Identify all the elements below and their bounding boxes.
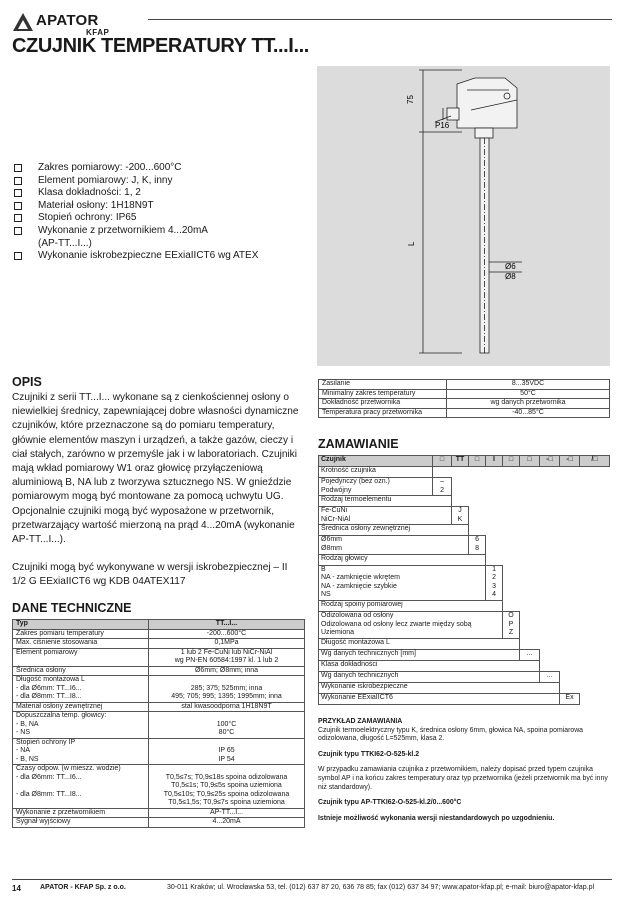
example-code-2: Czujnik typu AP-TTKI62-O-525-kl.2/0...600°C — [318, 799, 462, 807]
value-cell: T0,5≤7s; T0,9≤18s spoina odizolowana T0,5≤1s; T0,9≤5s spoina uziemiona T0,5≤10s; T0,9≤25s spoina odizolowana T0,5≤1,5s; T0,9≤7s spoina uziemiona — [149, 765, 305, 809]
table-row — [13, 765, 305, 809]
category-row — [319, 638, 610, 649]
value-cell: 100°C 80°C — [149, 712, 305, 739]
empty-cell — [433, 467, 610, 478]
code-cell: ... — [540, 671, 560, 682]
footer-company: APATOR - KFAP Sp. z o.o. — [40, 884, 126, 891]
table-row — [13, 808, 305, 818]
value-cell: 4...20mA — [149, 818, 305, 828]
param-cell: Zakres pomiaru temperatury — [13, 629, 149, 639]
empty-cell — [540, 649, 610, 660]
feature-item: Klasa dokładności: 1, 2 — [14, 187, 304, 200]
option-label-cell: Odizolowana od osłony Odizolowana od osłony lecz zwarte między sobą Uziemiona — [319, 611, 503, 638]
table-header-row — [13, 620, 305, 630]
opis-paragraph-2: Czujniki mogą być wykonywane w wersji iskrobezpiecznej – II 1/2 G EExiaIICT6 wg KDB 04ATEX117 — [12, 562, 288, 588]
code-cell: O P Z — [503, 611, 520, 638]
dim-d8-label: Ø8 — [505, 272, 516, 281]
category-row — [319, 554, 610, 565]
value-cell: 8...35VDC — [447, 380, 610, 390]
feature-item: Wykonanie iskrobezpieczne EExiaIICT6 wg ATEX — [14, 250, 304, 263]
category-label-cell: Rodzaj głowicy — [319, 554, 486, 565]
value-cell: IP 65 IP 54 — [149, 738, 305, 765]
order-example — [318, 718, 610, 830]
value-cell: TT...I... — [149, 620, 305, 630]
table-row — [13, 676, 305, 703]
table-row — [13, 712, 305, 739]
param-cell: Materiał osłony zewnętrznej — [13, 702, 149, 712]
category-row — [319, 600, 610, 611]
table-row — [13, 818, 305, 828]
option-row — [319, 478, 610, 496]
category-row — [319, 467, 610, 478]
page-number: 14 — [12, 884, 21, 893]
opis-text — [12, 391, 304, 590]
header-code-cell: -□ — [560, 456, 580, 467]
category-label-cell: Rodzaj spoiny pomiarowej — [319, 600, 503, 611]
empty-cell — [452, 496, 610, 507]
value-cell: 285; 375; 525mm; inna 495; 705; 995; 1395; 1995mm; inna — [149, 676, 305, 703]
value-cell: -40...85°C — [447, 408, 610, 418]
apator-logo — [12, 8, 142, 38]
header-code-cell: -□ — [540, 456, 560, 467]
category-label-cell: Krotność czujnika — [319, 467, 433, 478]
table-row — [13, 738, 305, 765]
option-row — [319, 536, 610, 554]
header-rule — [148, 19, 612, 20]
option-row — [319, 649, 610, 660]
example-code-1: Czujnik typu TTKI62-O-525-kl.2 — [318, 750, 420, 758]
category-label-cell: Długość montażowa L — [319, 638, 520, 649]
zamawianie-heading: ZAMAWIANIE — [318, 437, 399, 451]
empty-cell — [503, 600, 610, 611]
empty-cell — [503, 565, 610, 600]
checkbox-icon — [14, 189, 22, 197]
param-cell: Max. ciśnienie stosowania — [13, 639, 149, 649]
param-cell: Zasilanie — [319, 380, 447, 390]
checkbox-icon — [14, 202, 22, 210]
code-cell: 1 2 3 4 — [486, 565, 503, 600]
empty-cell — [486, 536, 610, 554]
value-cell: wg danych przetwornika — [447, 399, 610, 409]
param-cell: Wykonanie z przetwornikiem — [13, 808, 149, 818]
header-code-cell: /□ — [580, 456, 610, 467]
param-cell: Długość montażowa L - dla Ø6mm: TT...I6... - dla Ø8mm: TT...I8... — [13, 676, 149, 703]
example-text-1: Czujnik termoelektryczny typu K, średnica osłony 6mm, głowica NA, spoina pomiarowa odizolowana, długość L=525mm, klasa 2. — [318, 726, 584, 743]
brand-sub: KFAP — [86, 28, 110, 37]
brand-name: APATOR — [36, 12, 99, 29]
option-row — [319, 565, 610, 600]
empty-cell — [540, 660, 610, 671]
option-label-cell: B NA - zamknięcie wkrętem NA - zamknięcie szybkie NS — [319, 565, 486, 600]
example-text-2: W przypadku zamawiania czujnika z przetwornikiem, należy dopisać przed typem czujnika symbol AP i na końcu zakres temperatury oraz typ przetwornika (jeżeli przetwornik ma być inny niż standardowy). — [318, 766, 608, 791]
empty-cell — [469, 525, 610, 536]
code-cell: J K — [452, 507, 469, 525]
value-cell: AP-TT...I... — [149, 808, 305, 818]
category-label-cell: Rodzaj termoelementu — [319, 496, 452, 507]
option-label-cell: Wg danych technicznych [mm] — [319, 649, 520, 660]
opis-paragraph-1: Czujniki z serii TT...I... wykonane są z cienkościennej osłony o niewielkiej średnicy, zapewniającej dobre własności dynamiczne czujników, które przeznaczone są do pomiaru temperatury, głównie elementów maszyn i urządzeń, a także gazów, cieczy i ciał stałych, zarówno w przemyśle jak i w laboratoriach. Czujniki mają wkład pomiarowy W1 oraz głowicę przyłączeniową aluminiową B, NA lub z tworzywa sztucznego NS. W gnieździe pomiarowym mogą być montowane za pomocą uchwytu UG. Opcjonalnie czujniki mogą być wyposażone w przetwornik, przetwarzający wartość mierzoną na prąd 4...20mA (wykonanie AP-TT...I...). — [12, 392, 299, 546]
page-title: CZUJNIK TEMPERATURY TT...I... — [12, 35, 309, 57]
sensor-drawing — [317, 66, 610, 366]
code-cell: 6 8 — [469, 536, 486, 554]
value-cell: -200...600°C — [149, 629, 305, 639]
category-row — [319, 660, 610, 671]
technical-data-table — [12, 619, 305, 828]
checkbox-icon — [14, 252, 22, 260]
table-row — [13, 639, 305, 649]
checkbox-icon — [14, 227, 22, 235]
param-cell: Stopień ochrony IP - NA - B, NS — [13, 738, 149, 765]
category-row — [319, 525, 610, 536]
example-heading: PRZYKŁAD ZAMAWIANIA — [318, 718, 403, 725]
value-cell: Ø6mm; Ø8mm; inna — [149, 666, 305, 676]
header-code-cell: I — [486, 456, 503, 467]
option-row — [319, 611, 610, 638]
empty-cell — [560, 671, 610, 682]
category-label-cell: Wykonanie iskrobezpieczne — [319, 682, 560, 693]
header-label-cell: Czujnik — [319, 456, 433, 467]
param-cell: Czasy odpow. (w mieszz. wodzie) - dla Ø6mm: TT...I6... - dla Ø8mm: TT...I8... — [13, 765, 149, 809]
category-row — [319, 496, 610, 507]
option-label-cell: Ø6mm Ø8mm — [319, 536, 469, 554]
transmitter-data-table — [318, 379, 610, 418]
value-cell: 0,1MPa — [149, 639, 305, 649]
apator-logo-icon — [12, 12, 34, 32]
option-row — [319, 671, 610, 682]
checkbox-icon — [14, 164, 22, 172]
param-cell: Średnica osłony — [13, 666, 149, 676]
empty-cell — [560, 682, 610, 693]
feature-item: Wykonanie z przetwornikiem 4...20mA — [14, 225, 304, 238]
value-cell: stal kwasoodporna 1H18N9T — [149, 702, 305, 712]
param-cell: Minimalny zakres temperatury — [319, 389, 447, 399]
param-cell: Element pomiarowy — [13, 648, 149, 666]
feature-item: Element pomiarowy: J, K, inny — [14, 175, 304, 188]
table-row — [13, 629, 305, 639]
option-label-cell: Wykonanie EExiaIICT6 — [319, 693, 560, 704]
empty-cell — [580, 693, 610, 704]
empty-cell — [486, 554, 610, 565]
table-row — [319, 389, 610, 399]
header-code-cell: □ — [433, 456, 452, 467]
code-cell: Ex — [560, 693, 580, 704]
table-row — [319, 408, 610, 418]
empty-cell — [520, 638, 610, 649]
feature-list — [14, 162, 304, 263]
param-cell: Dopuszczalna temp. głowicy: - B, NA - NS — [13, 712, 149, 739]
empty-cell — [469, 507, 610, 525]
header-code-cell: □ — [520, 456, 540, 467]
param-cell: Temperatura pracy przetwornika — [319, 408, 447, 418]
table-row — [13, 648, 305, 666]
empty-cell — [452, 478, 610, 496]
feature-item: Materiał osłony: 1H18N9T — [14, 200, 304, 213]
checkbox-icon — [14, 177, 22, 185]
table-row — [13, 666, 305, 676]
value-cell: 1 lub 2 Fe-CuNi lub NiCr-NiAl wg PN-EN 60584:1997 kl. 1 lub 2 — [149, 648, 305, 666]
dim-d6-label: Ø6 — [505, 262, 516, 271]
option-label-cell: Wg danych technicznych — [319, 671, 540, 682]
code-cell: – 2 — [433, 478, 452, 496]
category-row — [319, 682, 610, 693]
header-code-cell: TT — [452, 456, 469, 467]
option-label-cell: Pojedynczy (bez ozn.) Podwójny — [319, 478, 433, 496]
dim-l-label: L — [407, 241, 416, 246]
header-code-cell: □ — [469, 456, 486, 467]
category-label-cell: Średnica osłony zewnętrznej — [319, 525, 469, 536]
example-note: Istnieje możliwość wykonania wersji niestandardowych po uzgodnieniu. — [318, 814, 555, 822]
code-cell: ... — [520, 649, 540, 660]
option-row — [319, 507, 610, 525]
dim-p16-label: P16 — [435, 121, 450, 130]
table-row — [319, 399, 610, 409]
value-cell: 50°C — [447, 389, 610, 399]
footer-rule — [12, 879, 612, 880]
option-label-cell: Fe-CuNi NiCr-NiAl — [319, 507, 452, 525]
category-label-cell: Klasa dokładności — [319, 660, 540, 671]
dane-heading: DANE TECHNICZNE — [12, 601, 132, 615]
empty-cell — [520, 611, 610, 638]
order-code-table — [318, 455, 610, 705]
opis-heading: OPIS — [12, 375, 42, 389]
feature-item: Stopień ochrony: IP65 — [14, 212, 304, 225]
header-code-cell: □ — [503, 456, 520, 467]
dim-75-label: 75 — [406, 95, 415, 104]
footer-address: 30-011 Kraków; ul. Wrocławska 53, tel. (012) 637 87 20, 636 78 85; fax (012) 637 34 97; www.apator-kfap.pl; e-mail: biuro@apator-kfap.pl — [167, 884, 595, 891]
option-row — [319, 693, 610, 704]
table-row — [319, 380, 610, 390]
table-row — [13, 702, 305, 712]
sensor-drawing-svg — [317, 66, 610, 366]
feature-item-continued: (AP-TT...I...) — [38, 237, 92, 249]
feature-item: Zakres pomiarowy: -200...600°C — [14, 162, 304, 175]
param-cell: Typ — [13, 620, 149, 630]
param-cell: Sygnał wyjściowy — [13, 818, 149, 828]
param-cell: Dokładność przetwornika — [319, 399, 447, 409]
checkbox-icon — [14, 214, 22, 222]
table-header-row — [319, 456, 610, 467]
